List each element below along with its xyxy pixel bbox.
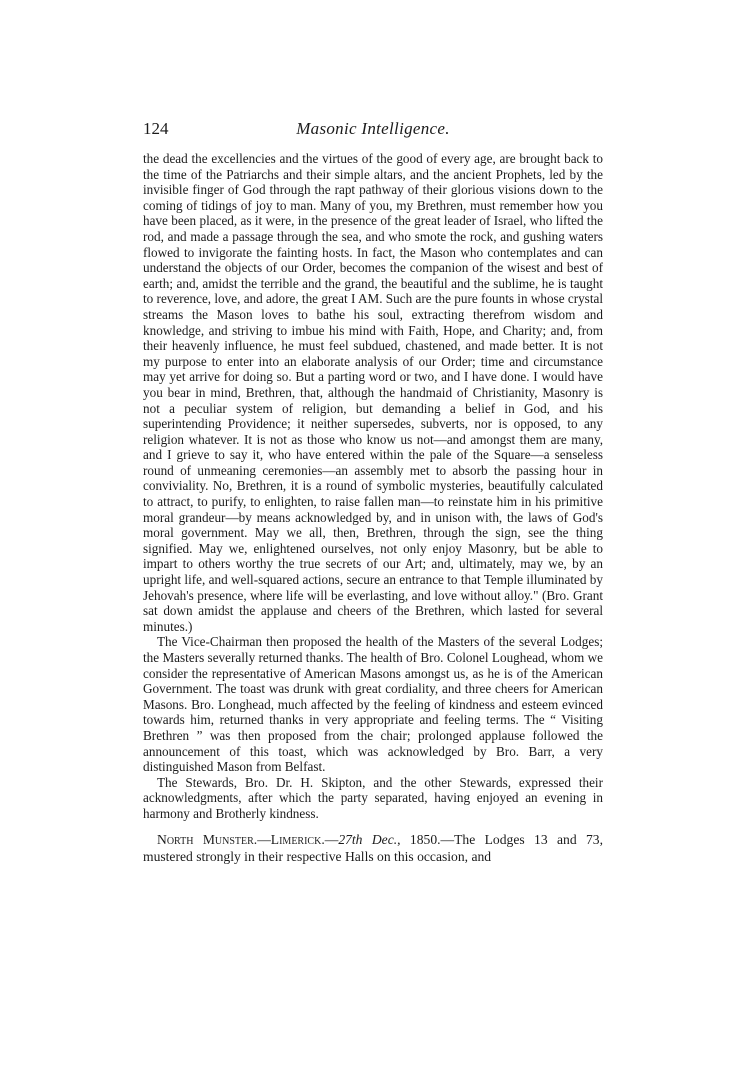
section-text: , 1850.—The Lodges 13 and 73, mustered strongly in their respective Halls on this occasion, and [143, 831, 604, 864]
section-lead: North Munster.—Limerick.— [157, 831, 339, 847]
section-date: 27th Dec. [338, 831, 398, 847]
body-text [143, 151, 603, 865]
page-number: 124 [143, 119, 169, 138]
page-header [143, 119, 603, 143]
paragraph-toasts: The Vice-Chairman then proposed the health of the Masters of the several Lodges; the Masters severally returned thanks. The health of Bro. Colonel Loughead, whom we consider the representative of American Masons amongst us, as he is of the American Government. The toast was drunk with great cordiality, and three cheers for American Masons. Bro. Longhead, much affected by the feeling of kindness and esteem evinced towards him, returned thanks in very appropriate and feeling terms. The “ Visiting Brethren ” was then proposed from the chair; prolonged applause followed the announcement of this toast, which was acknowledged by Bro. Barr, a very distinguished Mason from Belfast. [143, 634, 603, 775]
paragraph-north-munster [143, 831, 603, 865]
paragraph-speech-continuation: the dead the excellencies and the virtues of the good of every age, are brought back to the time of the Patriarchs and their simple altars, and the ancient Prophets, led by the invisible finger of God through the rapt pathway of their glorious visions down to the coming of tidings of joy to man. Many of you, my Brethren, must remember how you have been placed, as it were, in the presence of the great leader of Israel, who lifted the rod, and made a passage through the sea, and who smote the rock, and gushing waters flowed to invigorate the fainting hosts. In fact, the Mason who contemplates and can understand the objects of our Order, becomes the companion of the wisest and best of earth; and, amidst the terrible and the grand, the beautiful and the sublime, he is taught to reverence, love, and adore, the great I AM. Such are the pure founts in whose crystal streams the Mason loves to bathe his soul, extracting therefrom wisdom and knowledge, and striving to imbue his mind with Faith, Hope, and Charity; and, from their heavenly influence, he must feel subdued, chastened, and made better. It is not my purpose to enter into an elaborate analysis of our Order; time and circumstance may yet arrive for doing so. But a parting word or two, and I have done. I would have you bear in mind, Brethren, that, although the handmaid of Christianity, Masonry is not a peculiar system of religion, but demanding a belief in God, and his superintending Providence; it neither supersedes, subverts, nor is opposed, to any religion whatever. It is not as those who know us not—and amongst them are many, and I grieve to say it, who have entered within the pale of the Square—a senseless round of unmeaning ceremonies—an assembly met to absorb the passing hour in conviviality. No, Brethren, it is a round of symbolic mysteries, beautifully calculated to attract, to purify, to enlighten, to raise fallen man—to reinstate him in his primitive moral grandeur—by means acknowledged by, and in unison with, the laws of God's moral government. May we all, then, Brethren, through the sign, see the thing signified. May we, enlightened ourselves, not only enjoy Masonry, but be able to impart to others worthy the true secrets of our Art; and, ultimately, may we, by an upright life, and well-squared actions, secure an entrance to that Temple illuminated by Jehovah's presence, where life will be everlasting, and love without alloy." (Bro. Grant sat down amidst the applause and cheers of the Brethren, which lasted for several minutes.) [143, 151, 603, 634]
paragraph-stewards: The Stewards, Bro. Dr. H. Skipton, and the other Stewards, expressed their acknowledgments, after which the party separated, having enjoyed an evening in harmony and Brotherly kindness. [143, 774, 603, 821]
running-head: Masonic Intelligence. [296, 119, 450, 138]
